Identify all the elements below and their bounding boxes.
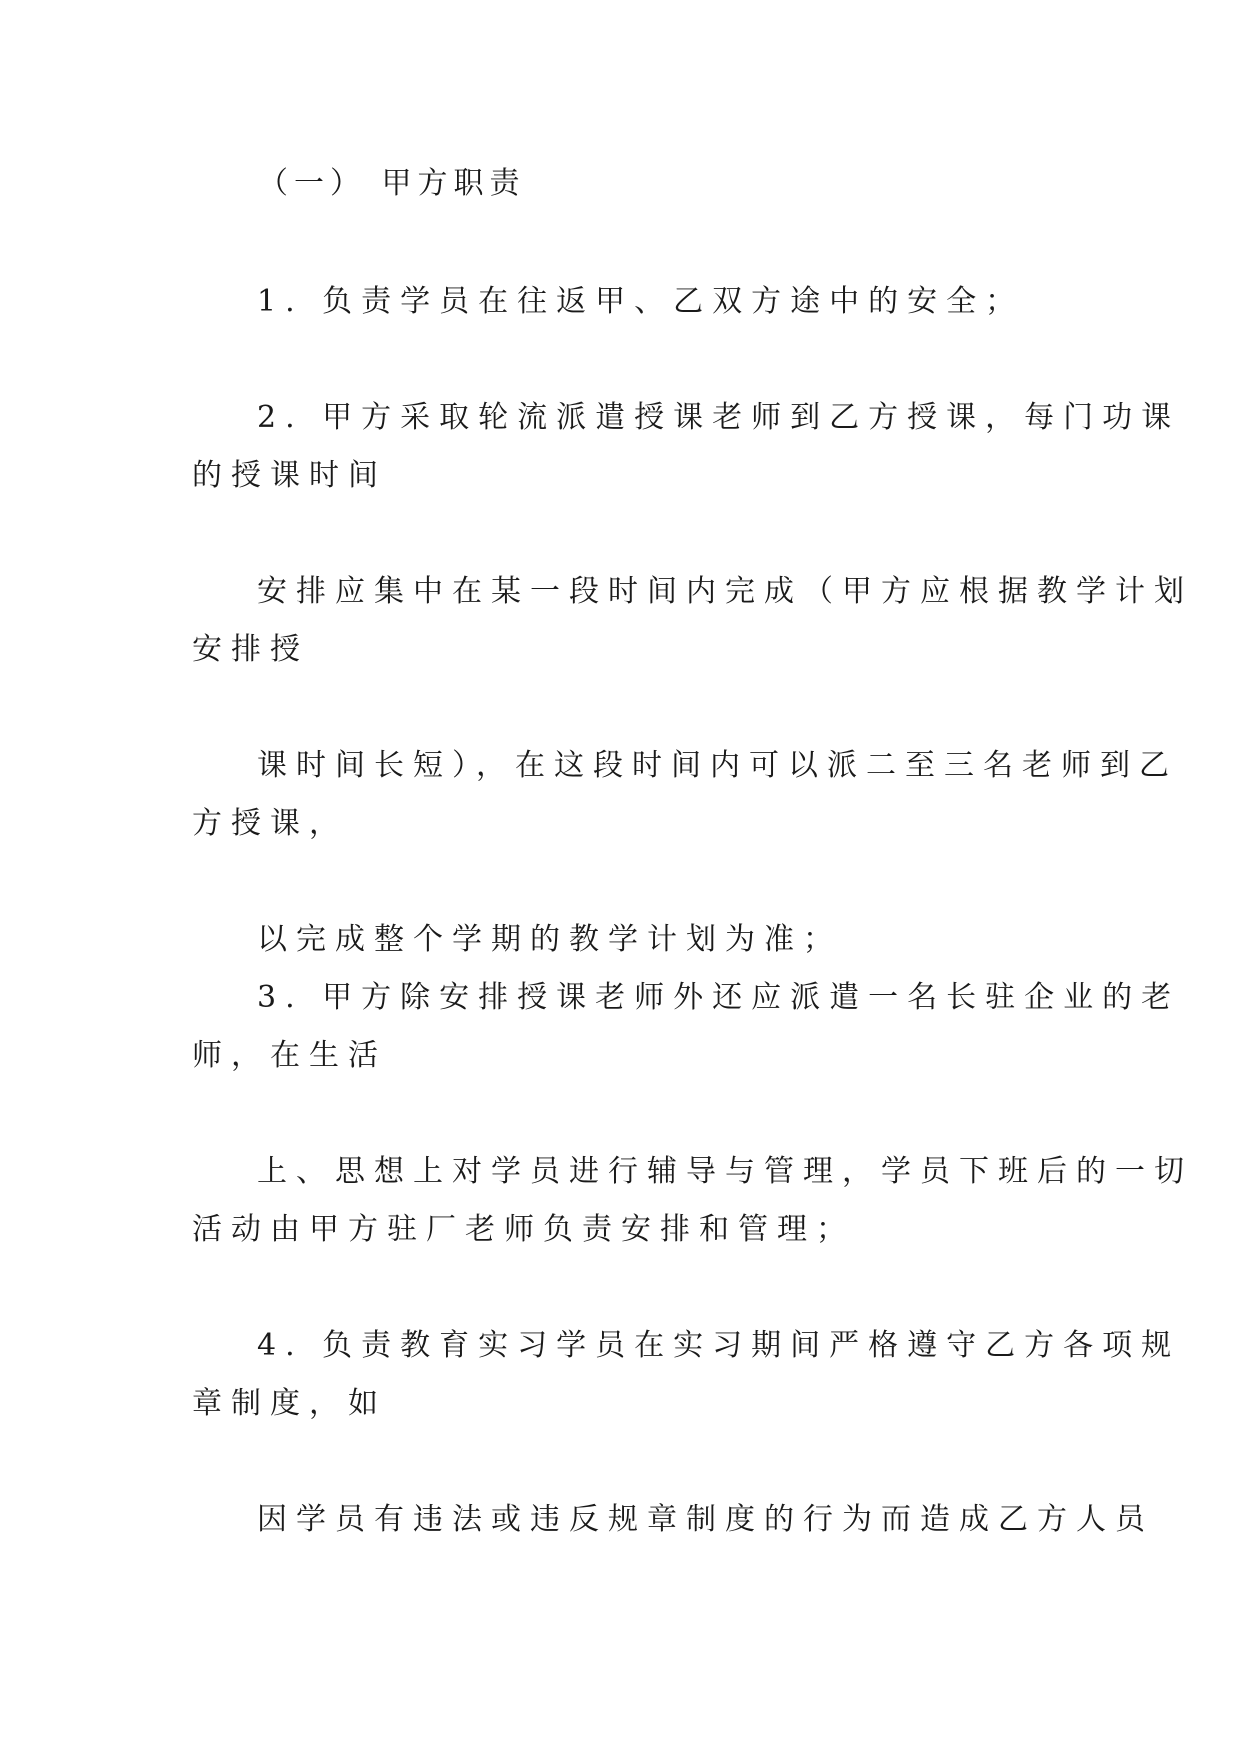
paragraph-line-7: 方授课， xyxy=(192,806,348,841)
paragraph-line-12: 活动由甲方驻厂老师负责安排和管理； xyxy=(192,1212,855,1247)
paragraph-line-10: 师，在生活 xyxy=(192,1038,387,1073)
paragraph-line-13: 4. 负责教育实习学员在实习期间严格遵守乙方各项规 xyxy=(257,1328,1181,1363)
paragraph-line-6: 课时间长短），在这段时间内可以派二至三名老师到乙 xyxy=(257,748,1178,783)
paragraph-line-11: 上、思想上对学员进行辅导与管理，学员下班后的一切 xyxy=(257,1154,1193,1189)
paragraph-line-1: 1. 负责学员在往返甲、乙双方途中的安全； xyxy=(257,284,1025,319)
section-heading: （一） 甲方职责 xyxy=(258,166,526,201)
paragraph-line-14: 章制度，如 xyxy=(192,1386,387,1421)
paragraph-line-8: 以完成整个学期的教学计划为准； xyxy=(257,922,842,957)
paragraph-line-4: 安排应集中在某一段时间内完成（甲方应根据教学计划 xyxy=(257,574,1193,609)
paragraph-line-15: 因学员有违法或违反规章制度的行为而造成乙方人员 xyxy=(257,1502,1154,1537)
paragraph-line-3: 的授课时间 xyxy=(192,458,387,493)
paragraph-line-2: 2. 甲方采取轮流派遣授课老师到乙方授课，每门功课 xyxy=(257,400,1181,435)
paragraph-line-9: 3. 甲方除安排授课老师外还应派遣一名长驻企业的老 xyxy=(257,980,1181,1015)
paragraph-line-5: 安排授 xyxy=(192,632,309,667)
